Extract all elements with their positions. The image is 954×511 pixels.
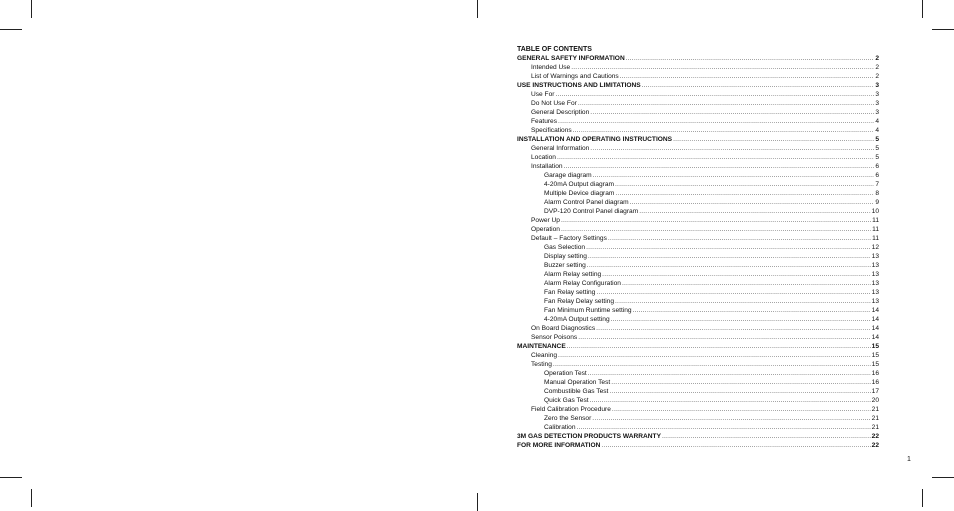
- toc-entry: [517, 63, 879, 72]
- dot-leader: [615, 180, 874, 189]
- toc-entry-label: MAINTENANCE: [517, 343, 566, 350]
- toc-entry: [517, 54, 879, 63]
- toc-entry-label: General Description: [531, 109, 590, 116]
- toc-entry: [517, 144, 879, 153]
- toc-heading: TABLE OF CONTENTS: [517, 46, 592, 53]
- toc-entry: [517, 216, 879, 225]
- toc-entry: [517, 369, 879, 378]
- toc-entry-page: 17: [871, 388, 879, 395]
- toc-entry-label: Installation: [531, 163, 563, 170]
- crop-mark: [31, 0, 32, 18]
- toc-entry-page: 6: [875, 172, 879, 179]
- toc-entry: [517, 387, 879, 396]
- toc-entry: [517, 162, 879, 171]
- toc-entry-page: 6: [875, 163, 879, 170]
- dot-leader: [622, 279, 871, 288]
- toc-entry-page: 22: [871, 433, 879, 440]
- dot-leader: [611, 315, 871, 324]
- toc-entry-label: Manual Operation Test: [544, 379, 611, 386]
- toc-entry-label: USE INSTRUCTIONS AND LIMITATIONS: [517, 82, 641, 89]
- toc-entry-page: 20: [871, 397, 879, 404]
- crop-mark: [477, 493, 478, 511]
- toc-entry-page: 2: [875, 55, 879, 62]
- dot-leader: [596, 324, 871, 333]
- toc-entry: [517, 315, 879, 324]
- toc-entry-label: Gas Selection: [544, 244, 586, 251]
- toc-entry-page: 10: [871, 208, 879, 215]
- toc-entry: [517, 279, 879, 288]
- dot-leader: [567, 342, 871, 351]
- toc-entry: [517, 351, 879, 360]
- dot-leader: [590, 396, 871, 405]
- toc-entry-page: 12: [871, 244, 879, 251]
- toc-entry: [517, 432, 879, 441]
- toc-entry: [517, 324, 879, 333]
- dot-leader: [564, 162, 875, 171]
- dot-leader: [555, 90, 874, 99]
- crop-mark: [0, 477, 22, 478]
- toc-entry: [517, 288, 879, 297]
- toc-entry-label: Alarm Relay Configuration: [544, 280, 621, 287]
- toc-entry-label: FOR MORE INFORMATION: [517, 442, 601, 449]
- toc-entry-page: 8: [875, 190, 879, 197]
- toc-entry: [517, 243, 879, 252]
- toc-entry-page: 5: [875, 136, 879, 143]
- toc-entry-page: 9: [875, 199, 879, 206]
- toc-entry-label: Operation: [531, 226, 560, 233]
- toc-entry: [517, 189, 879, 198]
- dot-leader: [593, 171, 875, 180]
- toc-entry: [517, 270, 879, 279]
- toc-entry: [517, 72, 879, 81]
- crop-mark: [922, 489, 923, 507]
- toc-entry-label: Fan Minimum Runtime setting: [544, 307, 632, 314]
- toc-entry-page: 5: [875, 145, 879, 152]
- toc-entry-label: Use For: [531, 91, 555, 98]
- toc-entry-page: 11: [872, 217, 879, 224]
- toc-list: [517, 54, 879, 450]
- toc-entry: [517, 108, 879, 117]
- toc-entry-label: Zero the Sensor: [544, 415, 592, 422]
- dot-leader: [553, 360, 871, 369]
- dot-leader: [571, 63, 874, 72]
- dot-leader: [558, 351, 871, 360]
- toc-entry: [517, 297, 879, 306]
- toc-entry: [517, 90, 879, 99]
- toc-entry-page: 4: [875, 118, 879, 125]
- toc-entry-page: 3: [875, 91, 879, 98]
- toc-entry-page: 15: [871, 361, 879, 368]
- dot-leader: [612, 405, 871, 414]
- toc-entry: [517, 198, 879, 207]
- crop-mark: [932, 477, 954, 478]
- crop-mark: [477, 0, 478, 18]
- toc-entry: [517, 207, 879, 216]
- dot-leader: [578, 99, 875, 108]
- dot-leader: [620, 72, 875, 81]
- toc-entry: [517, 180, 879, 189]
- toc-entry: [517, 342, 879, 351]
- toc-entry-label: Field Calibration Procedure: [531, 406, 611, 413]
- dot-leader: [558, 117, 874, 126]
- toc-entry-label: GENERAL SAFETY INFORMATION: [517, 55, 625, 62]
- toc-entry-page: 16: [871, 379, 879, 386]
- toc-entry-label: 4-20mA Output setting: [544, 316, 610, 323]
- toc-entry-page: 3: [875, 100, 879, 107]
- toc-entry-label: Buzzer setting: [544, 262, 586, 269]
- toc-entry-label: DVP-120 Control Panel diagram: [544, 208, 639, 215]
- toc-entry-page: 13: [871, 280, 879, 287]
- toc-entry-label: Combustible Gas Test: [544, 388, 609, 395]
- toc-entry-label: Display setting: [544, 253, 587, 260]
- toc-entry-page: 2: [875, 73, 879, 80]
- toc-entry: [517, 333, 879, 342]
- toc-entry-page: 4: [875, 127, 879, 134]
- toc-entry: [517, 306, 879, 315]
- toc-entry-label: 4-20mA Output diagram: [544, 181, 615, 188]
- dot-leader: [577, 423, 871, 432]
- toc-entry-label: Features: [531, 118, 558, 125]
- toc-entry-label: List of Warnings and Cautions: [531, 73, 619, 80]
- toc-entry: [517, 99, 879, 108]
- toc-entry-page: 21: [871, 424, 879, 431]
- toc-entry-label: 3M GAS DETECTION PRODUCTS WARRANTY: [517, 433, 661, 440]
- toc-entry: [517, 441, 879, 450]
- toc-entry-page: 13: [871, 253, 879, 260]
- toc-entry-label: Fan Relay Delay setting: [544, 298, 615, 305]
- toc-entry-label: On Board Diagnostics: [531, 325, 596, 332]
- toc-entry-page: 16: [871, 370, 879, 377]
- dot-leader: [615, 189, 874, 198]
- toc-entry: [517, 396, 879, 405]
- dot-leader: [611, 378, 870, 387]
- dot-leader: [592, 414, 870, 423]
- toc-entry-label: Quick Gas Test: [544, 397, 589, 404]
- toc-entry-page: 15: [871, 352, 879, 359]
- dot-leader: [633, 306, 871, 315]
- toc-entry-label: Sensor Poisons: [531, 334, 578, 341]
- toc-entry-label: Intended Use: [531, 64, 571, 71]
- toc-entry: [517, 405, 879, 414]
- dot-leader: [615, 297, 871, 306]
- page-number: 1: [907, 456, 911, 463]
- toc-entry-page: 11: [872, 235, 879, 242]
- dot-leader: [557, 153, 874, 162]
- toc-entry: [517, 360, 879, 369]
- toc-entry-label: Specifications: [531, 127, 572, 134]
- toc-entry-label: Default – Factory Settings: [531, 235, 607, 242]
- dot-leader: [586, 243, 871, 252]
- toc-entry-page: 13: [871, 271, 879, 278]
- toc-entry-label: Do Not Use For: [531, 100, 577, 107]
- dot-leader: [609, 387, 870, 396]
- dot-leader: [608, 234, 871, 243]
- dot-leader: [602, 270, 870, 279]
- toc-entry-label: Calibration: [544, 424, 576, 431]
- toc-entry-page: 13: [871, 289, 879, 296]
- dot-leader: [639, 207, 870, 216]
- dot-leader: [630, 198, 875, 207]
- toc-entry-page: 21: [871, 406, 879, 413]
- dot-leader: [588, 369, 871, 378]
- toc-entry: [517, 153, 879, 162]
- toc-entry-page: 7: [875, 181, 879, 188]
- crop-mark: [932, 29, 954, 30]
- dot-leader: [590, 144, 874, 153]
- toc-entry-page: 15: [871, 343, 879, 350]
- dot-leader: [662, 432, 871, 441]
- toc-entry: [517, 225, 879, 234]
- toc-entry-page: 22: [871, 442, 879, 449]
- toc-entry: [517, 378, 879, 387]
- toc-entry-label: Alarm Control Panel diagram: [544, 199, 629, 206]
- dot-leader: [590, 108, 874, 117]
- toc-entry-page: 21: [871, 415, 879, 422]
- toc-entry-page: 3: [875, 109, 879, 116]
- toc-entry-page: 5: [875, 154, 879, 161]
- toc-entry-page: 3: [875, 82, 879, 89]
- toc-entry-label: Fan Relay setting: [544, 289, 596, 296]
- toc-entry: [517, 81, 879, 90]
- toc-entry: [517, 414, 879, 423]
- toc-entry-page: 11: [872, 226, 879, 233]
- toc-entry: [517, 135, 879, 144]
- toc-entry-label: INSTALLATION AND OPERATING INSTRUCTIONS: [517, 136, 673, 143]
- toc-entry: [517, 117, 879, 126]
- toc-entry-page: 14: [871, 307, 879, 314]
- dot-leader: [673, 135, 874, 144]
- crop-mark: [31, 489, 32, 507]
- dot-leader: [596, 288, 870, 297]
- toc-entry-label: Multiple Device diagram: [544, 190, 615, 197]
- toc-entry: [517, 171, 879, 180]
- dot-leader: [561, 216, 871, 225]
- toc-entry: [517, 234, 879, 243]
- toc-entry-label: Alarm Relay setting: [544, 271, 602, 278]
- toc-entry-label: General Information: [531, 145, 590, 152]
- dot-leader: [626, 54, 875, 63]
- toc-entry: [517, 252, 879, 261]
- dot-leader: [588, 252, 871, 261]
- dot-leader: [561, 225, 871, 234]
- toc-entry: [517, 261, 879, 270]
- dot-leader: [642, 81, 875, 90]
- toc-entry-page: 2: [875, 64, 879, 71]
- toc-entry-page: 14: [871, 316, 879, 323]
- toc-entry: [517, 423, 879, 432]
- toc-entry: [517, 126, 879, 135]
- dot-leader: [587, 261, 871, 270]
- toc-entry-page: 14: [871, 334, 879, 341]
- dot-leader: [578, 333, 870, 342]
- toc-entry-label: Garage diagram: [544, 172, 592, 179]
- toc-entry-label: Cleaning: [531, 352, 558, 359]
- toc-entry-label: Operation Test: [544, 370, 587, 377]
- toc-entry-label: Testing: [531, 361, 552, 368]
- table-of-contents: [517, 45, 879, 450]
- crop-mark: [922, 0, 923, 18]
- dot-leader: [573, 126, 875, 135]
- crop-mark: [0, 29, 22, 30]
- toc-entry-page: 14: [871, 325, 879, 332]
- toc-entry-page: 13: [871, 262, 879, 269]
- dot-leader: [601, 441, 870, 450]
- toc-entry-page: 13: [871, 298, 879, 305]
- toc-entry-label: Power Up: [531, 217, 560, 224]
- toc-entry-label: Location: [531, 154, 556, 161]
